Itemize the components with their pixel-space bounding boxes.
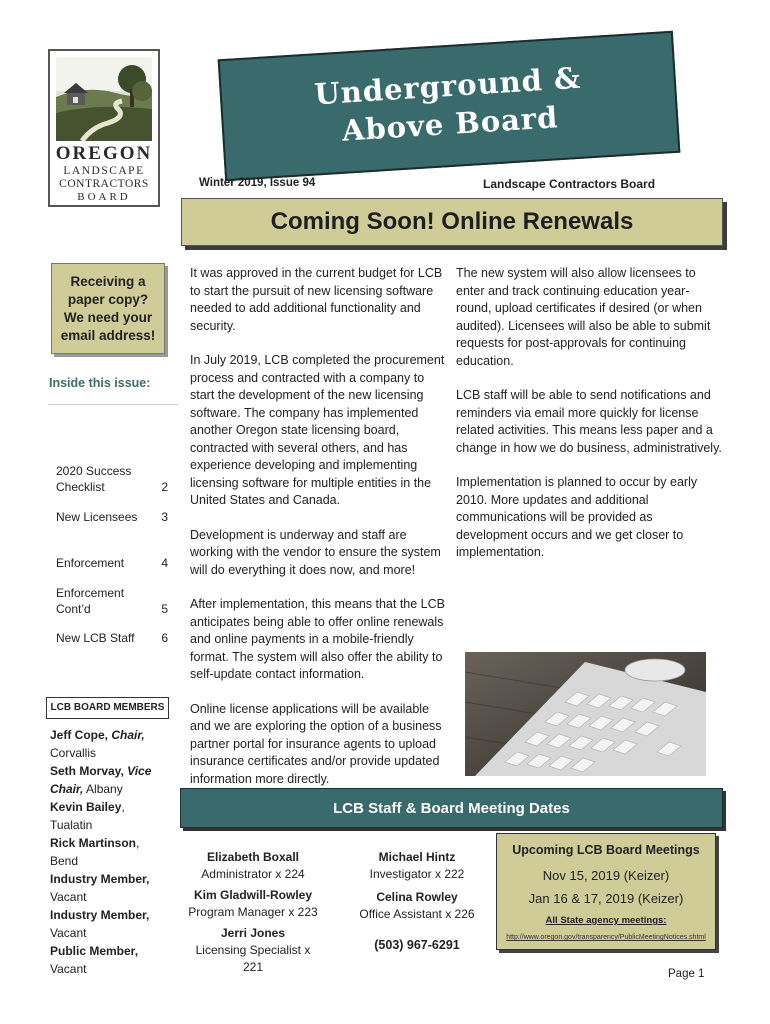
meetings-link[interactable]: http://www.oregon.gov/transparency/PublicMeetingNotices.shtml: [506, 934, 706, 941]
member-role: Chair,: [111, 728, 145, 742]
staff-member: [352, 849, 482, 883]
org-name: Landscape Contractors Board: [483, 177, 656, 191]
office-phone: (503) 967-6291: [374, 938, 460, 952]
toc-page: 5: [161, 602, 168, 616]
meeting-date: Nov 15, 2019 (Keizer): [542, 868, 670, 883]
logo-landscape-text: LANDSCAPE: [63, 165, 145, 177]
member-city: , Bend: [50, 836, 140, 868]
board-member: [50, 834, 170, 870]
member-city: , Tualatin: [50, 800, 125, 832]
title-line-1: Underground &: [313, 60, 583, 112]
lcb-logo: [48, 49, 160, 207]
meetings-title: Upcoming LCB Board Meetings: [512, 843, 700, 857]
board-members-list: [50, 726, 170, 978]
board-member: [50, 870, 170, 888]
staff-name: Michael Hintz: [378, 850, 456, 864]
member-city: Vacant: [50, 962, 87, 976]
issue-info: Winter 2019, Issue 94: [199, 177, 316, 189]
article-paragraph: LCB staff will be able to send notifications and reminders via email more quickly for license related activities. This means less paper and a change in how we do business, administratively.: [456, 388, 722, 455]
board-member: [50, 798, 170, 834]
headline-box: [181, 198, 723, 246]
article-paragraph: Development is underway and staff are working with the vendor to ensure the system will do everything it does now, and more!: [190, 527, 441, 577]
divider: [48, 404, 178, 405]
staff-title: Administrator x 224: [201, 867, 305, 881]
staff-member: [185, 925, 321, 976]
callout-text: Receiving a paper copy? We need your email address!: [60, 274, 156, 343]
landscape-logo-icon: [56, 57, 152, 141]
board-member: [50, 906, 170, 924]
inside-issue-title: Inside this issue:: [49, 376, 151, 390]
keyboard-photo: [465, 652, 706, 776]
staff-meeting-heading: LCB Staff & Board Meeting Dates: [333, 800, 570, 817]
staff-title: Program Manager x 223: [188, 905, 318, 919]
member-name: Industry Member,: [50, 908, 150, 922]
keyboard-image-icon: [465, 652, 706, 776]
toc-label: New LCB Staff: [56, 631, 135, 645]
staff-name: Celina Rowley: [376, 890, 458, 904]
article-paragraph: Online license applications will be available and we are exploring the option of a business partner portal for insurance agents to upload insurance certificates and/or provide updated information more directly.: [190, 701, 442, 786]
board-member: [50, 762, 170, 798]
member-name: Public Member,: [50, 944, 139, 958]
staff-title: Licensing Specialist x 221: [195, 943, 311, 974]
member-name: Seth Morvay,: [50, 764, 128, 778]
toc-page: 3: [161, 510, 168, 524]
meeting-date: Jan 16 & 17, 2019 (Keizer): [528, 891, 684, 906]
staff-member: [185, 887, 321, 921]
board-members-heading: LCB BOARD MEMBERS: [46, 697, 169, 719]
member-city: Corvallis: [50, 746, 97, 760]
member-role: Vice Chair,: [50, 764, 152, 796]
staff-meeting-bar: [180, 788, 723, 828]
logo-board-text: BOARD: [77, 191, 131, 203]
member-city: Albany: [83, 782, 123, 796]
toc-item[interactable]: [56, 463, 168, 495]
all-state-meetings-label: All State agency meetings:: [545, 915, 667, 926]
board-member: [50, 726, 170, 744]
member-name: Rick Martinson: [50, 836, 137, 850]
staff-name: Elizabeth Boxall: [206, 850, 300, 864]
member-name: Industry Member,: [50, 872, 150, 886]
article-paragraph: It was approved in the current budget for LCB to start the pursuit of new licensing software needed to add additional functionality and security.: [190, 266, 443, 333]
staff-member: [185, 849, 321, 883]
title-line-2: Above Board: [340, 100, 560, 148]
page-number: Page 1: [668, 968, 705, 980]
logo-oregon-text: OREGON: [55, 143, 153, 164]
toc-page: 6: [161, 631, 168, 645]
article-paragraph: The new system will also allow licensees to enter and track continuing education year-round, upload certificates if desired (or when audited). Licensees will also be able to submit requests for post-approvals for continuing education.: [456, 266, 711, 368]
toc-page: 4: [161, 556, 168, 570]
email-callout: [51, 263, 165, 354]
toc-item[interactable]: [56, 509, 168, 525]
toc-label: New Licensees: [56, 510, 138, 524]
newsletter-title: [221, 53, 677, 157]
member-city: Vacant: [50, 926, 87, 940]
toc-page: 2: [161, 480, 168, 494]
member-name: Kevin Bailey: [50, 800, 122, 814]
member-city: Vacant: [50, 890, 87, 904]
toc-label: Enforcement: [56, 556, 125, 570]
staff-member: [352, 889, 482, 923]
headline-title: Coming Soon! Online Renewals: [270, 208, 634, 235]
toc-item[interactable]: [56, 630, 168, 646]
member-name: Jeff Cope,: [50, 728, 112, 742]
staff-name: Kim Gladwill-Rowley: [193, 888, 313, 902]
staff-title: Office Assistant x 226: [359, 907, 475, 921]
article-column-1: [190, 265, 446, 805]
toc-label: 2020 Success Checklist: [56, 464, 132, 494]
article-paragraph: After implementation, this means that the LCB anticipates being able to offer online renewals and online payments in a mobile-friendly format. The system will also offer the ability to self-update contact information.: [190, 597, 445, 681]
article-column-2: [456, 265, 722, 579]
board-meetings-box: [496, 833, 716, 950]
toc-label: Enforcement Cont’d: [56, 586, 125, 616]
newsletter-banner: [218, 31, 681, 181]
board-member: [50, 942, 170, 960]
article-paragraph: In July 2019, LCB completed the procurement process and contracted with a company to start the development of the new licensing software. The company has implemented another Oregon state licensing board, contracted with several others, and has experience developing and implementing licensing software for multiple entities in the United States and Canada.: [190, 353, 445, 507]
toc-item[interactable]: [56, 585, 168, 617]
logo-contractors-text: CONTRACTORS: [59, 178, 149, 190]
article-paragraph: Implementation is planned to occur by early 2010. More updates and additional communications will be provided as development occurs and we get closer to implementation.: [456, 475, 698, 559]
staff-title: Investigator x 222: [369, 867, 465, 881]
staff-name: Jerri Jones: [220, 926, 286, 940]
toc-item[interactable]: [56, 555, 168, 571]
